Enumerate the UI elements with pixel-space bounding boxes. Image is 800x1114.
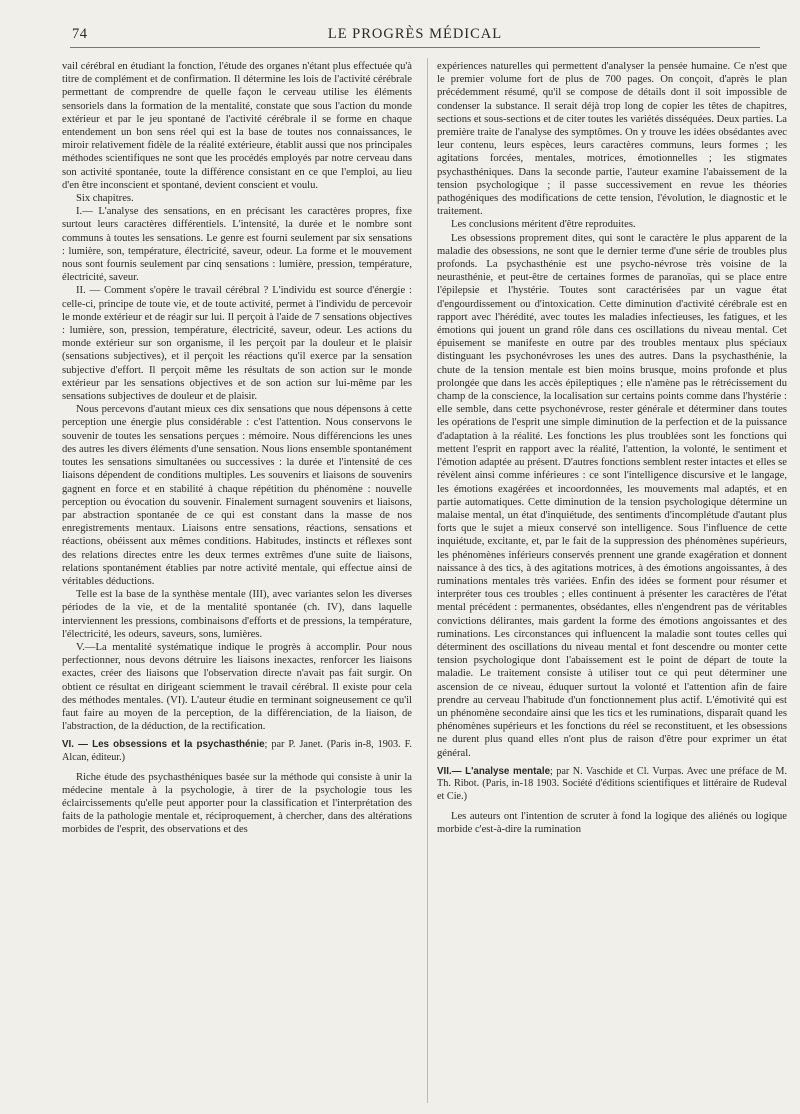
- review-heading: [437, 766, 787, 804]
- paragraph: Riche étude des psychasthéniques basée sur la méthode qui consiste à unir la médecine mentale à la psychologie, à tirer de la psychologie tous les éclaircissements qu'elle peut apporter pour la classification et l'interprétation des faits de la pathologie mentale et, réciproquement, à chercher, dans des altérations morbides de l'esprit, des observations et des: [62, 771, 412, 836]
- column-divider: [427, 58, 428, 1103]
- paragraph: Les conclusions méritent d'être reproduites.: [451, 219, 636, 231]
- review-details: ; par P. Janet. (Paris in-8, 1903. F. Alcan, éditeur.): [62, 739, 412, 763]
- page-number: 74: [72, 26, 88, 42]
- review-heading: [62, 739, 412, 764]
- journal-title: LE PROGRÈS MÉDICAL: [327, 26, 503, 42]
- paragraph: expériences naturelles qui permettent d'analyser la pensée humaine. Ce n'est que le premier volume fort de plus de 700 pages. On conçoit, d'après le plan précédemment résumé, qu'il se compose de détails dont il soit impossible de condenser la substance. Il serait déjà trop long de copier les têtes de chapitres, sections et sous-sections et de citer toutes les variétés disséquées. Deux parties. La première traite de l'analyse des symptômes. On y trouve les idées obsédantes avec leur contenu, leurs espèces, leurs caractères communs, leurs formes ; les agitations forcées, mentales, motrices, émotionnelles ; les stigmates psychasthéniques. Dans la seconde partie, l'auteur examine l'abaissement de la tension psychologique ; il passe successivement en revue les théories pathogéniques des modifications de cette tension, l'évolution, le diagnostic et le traitement.: [437, 61, 787, 218]
- paragraph: Telle est la base de la synthèse mentale (III), avec variantes selon les diverses périodes de la vie, et de la mentalité spontanée (ch. IV), dans laquelle interviennent les pressions, combinaisons d'efforts et de pressions, la température, l'électricité, les odeurs, saveurs, sons, lumières.: [62, 589, 412, 640]
- header-rule: [70, 47, 760, 48]
- paragraph: vail cérébral en étudiant la fonction, l'étude des organes n'étant plus effectuée qu'à titre de complément et de confirmation. Il détermine les lois de l'activité cérébrale permettant de comprendre de quelle façon le cerveau utilise les éléments sensoriels dans la formation de la mentalité, constate que sous l'action du monde extérieur et par le jeu spontané de l'activité cérébrale il se forme en chaque entendement un bon sens réel qui est la base de toutes nos connaissances, le miroir relativement fidèle de la réalité extérieure, établit aussi que nos principales méthodes scientifiques ne sont que les procédés employés par notre cerveau dans son activité spontanée, toute la différence consistant en ce que l'emploi, au lieu d'en être inconscient et spontané, devient conscient et voulu.: [62, 61, 412, 191]
- paragraph: I.— L'analyse des sensations, en en précisant les caractères propres, fixe surtout leurs caractères différentiels. L'intensité, la durée et le nombre sont communs à toutes les sensations. Le genre est fourni seulement par six sensations : lumière, son, température, électricité, saveur, odeur. La forme et le mouvement nous sont fournis seulement par cinq sensations : lumière, pression, température, électricité, saveur.: [62, 206, 412, 284]
- right-column: [437, 60, 787, 1105]
- paragraph: Nous percevons d'autant mieux ces dix sensations que nous dépensons à cette perception une énergie plus considérable : c'est l'attention. Nous conservons le souvenir de toutes les sensations perçues : mémoire. Nous différencions les unes des autres les divers éléments d'une sensation. Nous lions ensemble spontanément toutes les sensations simultanées ou successives : la durée et l'intensité de ces liaisons dépendent de conditions multiples. Les souvenirs et liaisons de souvenirs gagnent en force et en stabilité à chaque répétition du phénomène : nouvelle perception ou évocation du souvenir. Finalement surnagent souvenirs et liaisons, par abstraction spontanée de ce qui est constant dans la masse de nos enregistrements mentaux. Liaisons entre sensations, réactions, sensations et réactions, obéissent aux mêmes conditions. Habitudes, instincts et réflexes sont des relations directes entre les deux termes extrêmes d'une suite de liaisons, relations spontanément établies par notre activité mentale, qui effectue ainsi de véritables déductions.: [62, 404, 412, 587]
- review-details: ; par N. Vaschide et Cl. Vurpas. Avec une préface de M. Th. Ribot. (Paris, in-18 1903. Société d'éditions scientifiques et littéraire de Rudeval et Cie.): [437, 765, 787, 802]
- paragraph: Les auteurs ont l'intention de scruter à fond la logique des aliénés ou logique morbide c'est-à-dire la rumination: [437, 810, 787, 835]
- paragraph: Les obsessions proprement dites, qui sont le caractère le plus apparent de la maladie des obsessions, ne sont que le dernier terme d'une série de troubles plus profonds. La psychasthénie est une psycho-névrose très voisine de la neurasthénie, et peut-être de certaines formes de paranoïas, qui se place entre l'épilepsie et l'hystérie. Toutes sont caractérisées par un vague état d'engourdissement ou d'intoxication. Cette diminution d'activité cérébrale est en rapport avec l'hérédité, avec toutes les maladies infectieuses, les fatigues, et les émotions qui jouent un grand rôle dans ces oscillations du niveau mental. Cet épuisement se manifeste en outre par des troubles mentaux plus spéciaux distinguant les psychonévroses les unes des autres. Dans la psychasthénie, la chute de la tension mentale est bien moins brusque, moins profonde et plus prolongée que dans les accès épileptiques ; elle n'amène pas le rétrécissement du champ de la conscience, la localisation sur certains points comme dans l'hystérie : elle semble, dans cette psychonévrose, rester générale et déterminer dans toutes les opérations de l'esprit une simple diminution de la perfection et de la puissance d'adaptation à la réalité. Les fonctions les plus troublées sont les fonctions qui mettent l'esprit en rapport avec la réalité, l'attention, la volonté, le sentiment et l'émotion adaptée au présent. D'autres fonctions semblent rester intactes et elles se révèlent ainsi comme inférieures : ce sont l'intelligence discursive et le langage, les émotions exagérées et incoordonnées, les mouvements mal adaptés, et en partie automatiques. Cette diminution de la tension psychologique détermine un malaise mental, un état d'inquiétude, des sentiments d'incomplétude d'autant plus forts que le sujet a mieux conservé son intelligence. Sous l'influence de cette inquiétude, excitante, et, par le fait de la suppression des phénomènes supérieurs, les phénomènes inférieurs conservés prennent une grande exagération et donnent naissance à des tics, à des agitations motrices, à des émotions angoissantes, à des ruminations mentales très variées. Enfin des idées se forment pour résumer et interpréter tous ces troubles ; elles continuent à présenter les caractères de l'état mental précédent : permanentes, obsédantes, elles n'engendrent pas de véritables convictions délirantes, mais gardent la forme des émotions angoissantes et des ruminations. Les circonstances qui influencent la maladie sont toutes celles qui déterminent des oscillations du niveau mental et font descendre ou monter cette tension psychologique dont l'abaissement est le point de départ de toute la maladie. Le traitement consiste à utiliser tout ce qui peut déterminer une ascension de ce niveau, éduquer surtout la volonté et l'attention afin de faire prendre au cerveau l'habitude d'un fonctionnement plus actif. L'émotivité qui est un phénomène secondaire ainsi que les tics et les ruminations, disparaît quand les phénomènes supérieurs et les fonctions du réel se reconstituent, et les obsessions ne durent plus quand elles n'ont plus de raison d'être pour exprimer un état général.: [437, 232, 787, 759]
- paragraph: Six chapitres.: [76, 193, 134, 205]
- paragraph: V.—La mentalité systématique indique le progrès à accomplir. Pour nous perfectionner, nous devons détruire les liaisons inexactes, renforcer les liaisons exactes, créer des liaisons que l'observation directe n'avait pas fait surgir. On obtient ce résultat en dirigeant sciemment le travail cérébral. Il existe pour cela des méthodes mentales. (VI). L'auteur étudie en terminant soigneusement ce qu'il faut faire au moyen de la perception, de la différenciation, de la liaison, de l'abstraction, de la déduction, de la rectification.: [62, 641, 412, 733]
- page-header: [70, 26, 760, 46]
- left-column: [62, 60, 412, 1105]
- review-title: VI. — Les obsessions et la psychasthénie: [62, 739, 265, 751]
- review-title: VII.— L'analyse mentale: [437, 765, 551, 777]
- paragraph: II. — Comment s'opère le travail cérébral ? L'individu est source d'énergie : celle-ci, principe de toute vie, et de toute activité, permet à l'individu de percevoir le monde extérieur et de réagir sur lui. Il perçoit à l'aide de 7 sensations objectives : lumière, son, pression, température, électricité, saveur, odeur. Les actions du monde extérieur sur son organisme, il les perçoit par la douleur et le plaisir (sensations subjectives), et il perçoit les réactions qu'il exerce par la sensation subjective d'effort. Il perçoit même les résultats de son action sur le monde extérieur par les sensations objectives et de son action sur lui-même par les sensations subjectives de douleur et de plaisir.: [62, 285, 412, 403]
